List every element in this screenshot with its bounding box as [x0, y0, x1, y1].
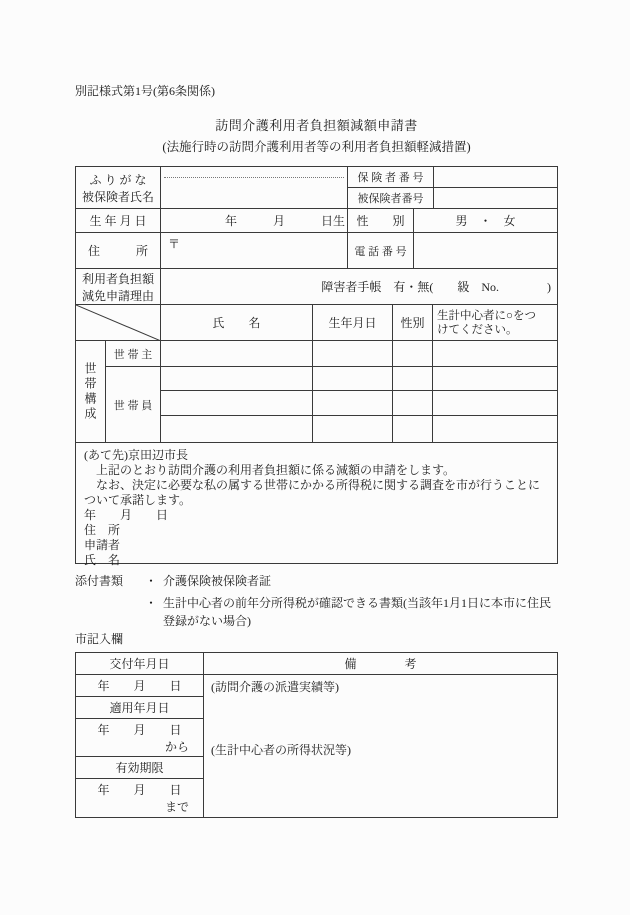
remarks-note-income: (生計中心者の所得状況等) — [211, 743, 351, 757]
address-row — [76, 233, 557, 269]
city-table-remarks-column — [204, 653, 557, 817]
birthdate-label: 生 年 月 日 — [76, 209, 161, 232]
attachments-label: 添付書類 — [75, 574, 124, 588]
insurer-number-row — [348, 167, 557, 188]
until-suffix: まで — [164, 800, 189, 814]
phone-label: 電 話 番 号 — [348, 233, 414, 268]
apply-date-value: 年 月 日 — [97, 722, 182, 737]
diagonal-cell — [76, 305, 161, 340]
furigana-label: ふ り が な — [89, 172, 147, 187]
breadwinner-note-line2: けてください。 — [437, 323, 518, 336]
apply-date-field — [76, 719, 203, 757]
issue-date-field: 年 月 日 — [76, 675, 203, 697]
reduction-reason-label — [76, 269, 161, 304]
attachment-item — [75, 572, 558, 590]
household-head-label: 世 帯 主 — [106, 341, 160, 367]
applicant-table — [75, 166, 558, 567]
name-label-cell — [76, 167, 161, 208]
col-header-birthdate: 生年月日 — [313, 305, 393, 340]
col-header-name: 氏 名 — [161, 305, 313, 340]
gender-cell — [393, 391, 433, 416]
city-table-left-column — [76, 653, 204, 817]
city-table — [75, 652, 558, 818]
bullet-icon: ・ — [145, 574, 158, 588]
household-role-column — [106, 341, 161, 442]
form-number: 別記様式第1号(第6条関係) — [75, 84, 215, 98]
furigana-separator-line — [164, 177, 344, 178]
reason-label-line2: 減免申請理由 — [81, 288, 154, 303]
name-cell — [161, 367, 313, 390]
household-header-row — [76, 305, 557, 341]
bullet-icon: ・ — [145, 596, 158, 610]
breadwinner-cell — [433, 391, 557, 416]
insured-number-row — [348, 188, 557, 208]
applicant-name-label: 氏 名 — [84, 553, 121, 567]
remarks-header: 備 考 — [204, 653, 557, 675]
address-field — [161, 233, 348, 268]
insurance-number-block — [348, 167, 557, 208]
attachment-text: 介護保険被保険者証 — [163, 574, 272, 588]
breadwinner-cell — [433, 367, 557, 390]
page-title: 訪問介護利用者負担額減額申請書 — [215, 118, 418, 133]
validity-label: 有効期限 — [76, 757, 203, 779]
apply-date-label: 適用年月日 — [76, 697, 203, 719]
validity-date-field — [76, 779, 203, 817]
household-composition-label: 世帯構成 — [83, 361, 97, 422]
from-suffix: から — [164, 739, 189, 754]
declaration-date-line: 年 月 日 — [84, 508, 169, 522]
col-header-gender: 性別 — [393, 305, 433, 340]
gender-value: 男 ・ 女 — [455, 214, 516, 228]
phone-field — [414, 233, 557, 268]
declaration-box — [76, 443, 557, 567]
city-entry-label: 市記入欄 — [75, 632, 124, 646]
household-composition-block — [76, 341, 557, 443]
diagonal-line — [76, 305, 161, 340]
name-cell — [161, 416, 313, 442]
declaration-line1: 上記のとおり訪問介護の利用者負担額に係る減額の申請をします。 — [96, 463, 456, 477]
applicant-address-label: 住 所 — [84, 523, 121, 537]
disability-note: 障害者手帳 有・無( 級 No. ) — [321, 280, 551, 294]
attachments-section — [75, 572, 558, 634]
remarks-cell — [204, 675, 557, 817]
birthdate-cell — [313, 367, 393, 390]
attachment-item — [75, 594, 558, 630]
address-label: 住 所 — [76, 233, 161, 268]
applicant-label: 申請者 — [84, 538, 121, 552]
insured-name-field — [161, 167, 348, 208]
issue-date-label: 交付年月日 — [76, 653, 203, 675]
household-member-label: 世 帯 員 — [113, 399, 153, 412]
gender-cell — [393, 367, 433, 390]
household-rows — [161, 341, 557, 442]
reason-label-line1: 利用者負担額 — [81, 271, 154, 286]
name-cell — [161, 391, 313, 416]
postal-mark: 〒 — [168, 237, 181, 251]
household-row-member — [161, 391, 557, 417]
birthdate-cell — [313, 341, 393, 366]
col-header-breadwinner — [433, 305, 557, 340]
insurer-number-label: 保 険 者 番 号 — [348, 167, 434, 187]
household-row-member — [161, 367, 557, 391]
reduction-reason-row — [76, 269, 557, 305]
breadwinner-cell — [433, 341, 557, 366]
insured-name-label: 被保険者氏名 — [81, 189, 154, 204]
breadwinner-cell — [433, 416, 557, 442]
household-row-member — [161, 416, 557, 442]
household-composition-label-cell — [76, 341, 106, 442]
insured-number-label: 被保険者番号 — [348, 188, 434, 208]
validity-date-value: 年 月 日 — [97, 783, 182, 797]
name-row — [76, 167, 557, 209]
gender-label: 性 別 — [348, 209, 414, 232]
insurer-number-field — [434, 167, 557, 187]
insured-number-field — [434, 188, 557, 208]
household-row-head — [161, 341, 557, 367]
gender-cell — [393, 341, 433, 366]
gender-cell — [393, 416, 433, 442]
page-subtitle: (法施行時の訪問介護利用者等の利用者負担額軽減措置) — [162, 140, 471, 154]
remarks-note-dispatch: (訪問介護の派遣実績等) — [211, 680, 339, 694]
declaration-line2: なお、決定に必要な私の属する世帯にかかる所得税に関する調査を市が行うことについて承諾します。 — [84, 478, 541, 507]
birthdate-cell — [313, 391, 393, 416]
attachment-text: 生計中心者の前年分所得税が確認できる書類(当該年1月1日に本市に住民登録がない場合) — [163, 596, 551, 628]
birthdate-row — [76, 209, 557, 233]
birthdate-cell — [313, 416, 393, 442]
addressee: (あて先)京田辺市長 — [84, 448, 188, 462]
birthdate-field: 年 月 日生 — [161, 209, 348, 232]
name-cell — [161, 341, 313, 366]
breadwinner-note-line1: 生計中心者に○をつ — [437, 309, 536, 322]
